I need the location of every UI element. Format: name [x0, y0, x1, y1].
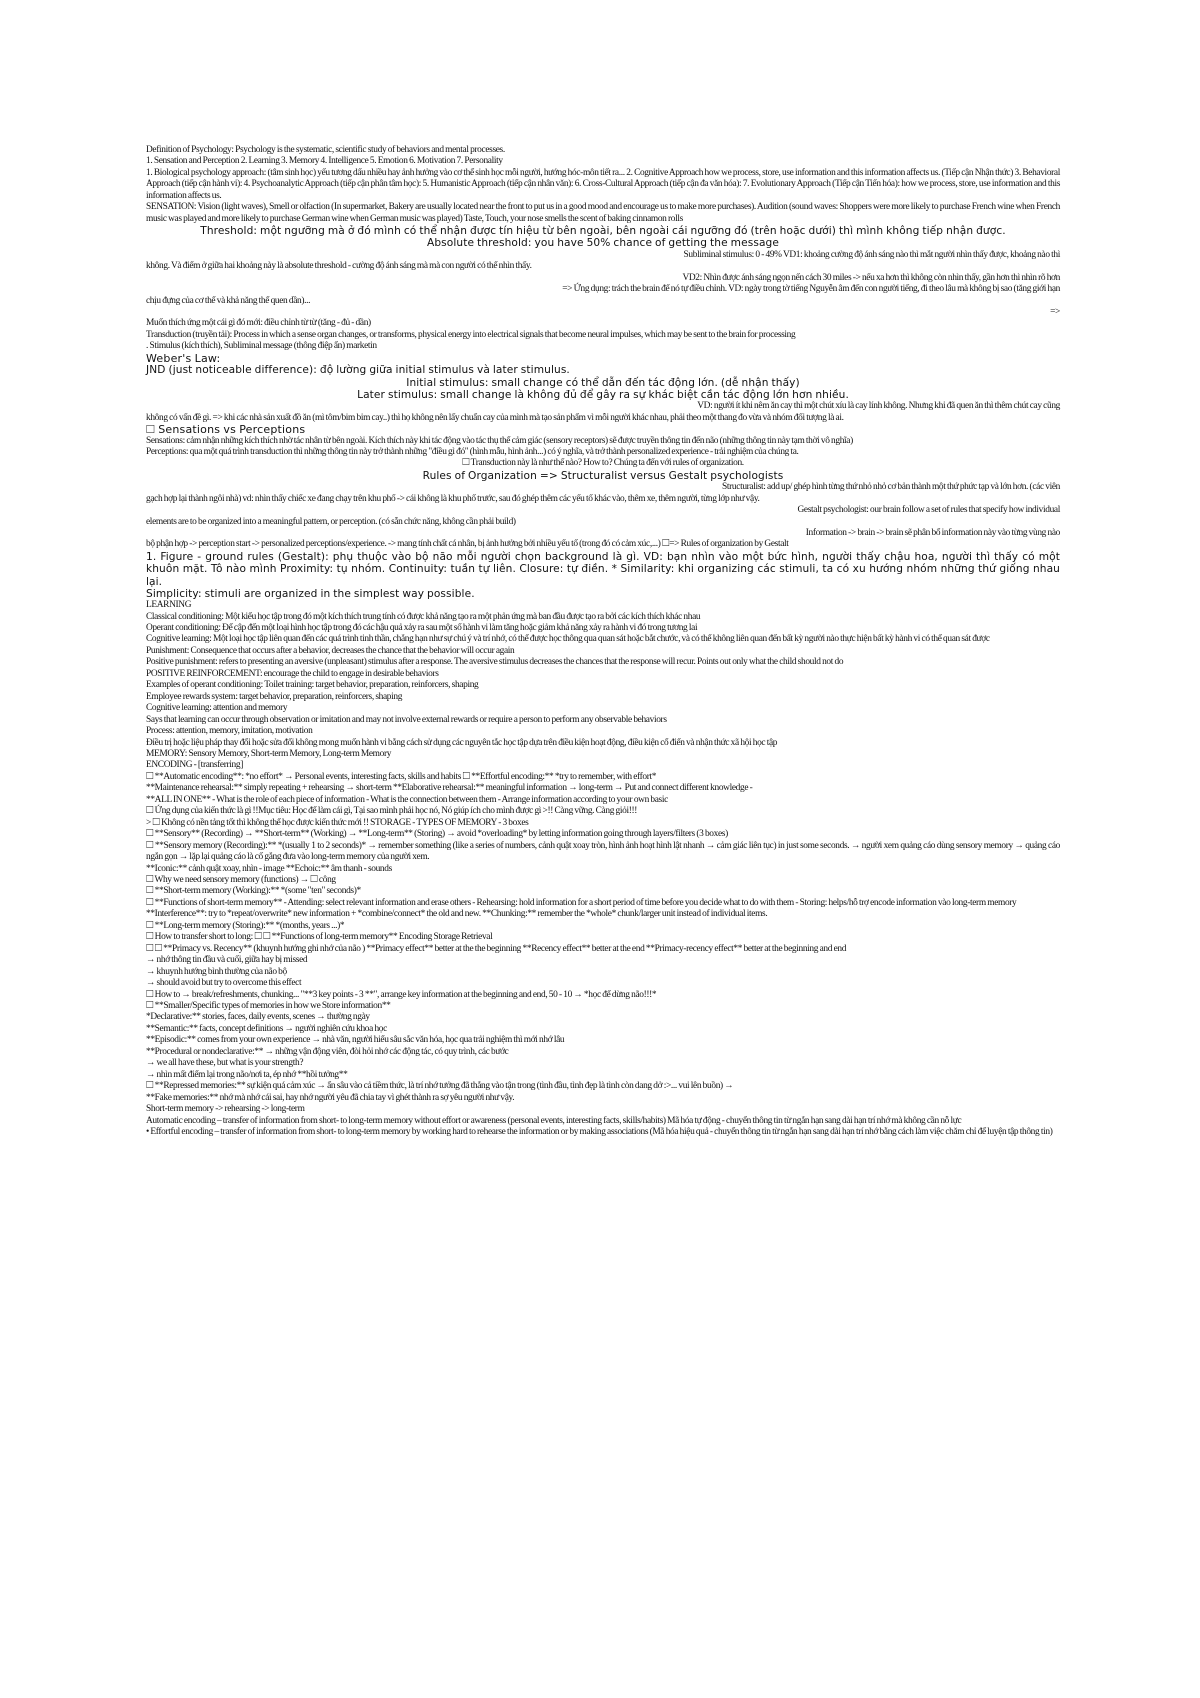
- positive-punishment: Positive punishment: refers to presenting an aversive (unpleasant) stimulus after a response. The aversive stimulus decreases the chances that the response will recur. Points out only what the child should not do: [146, 657, 844, 668]
- threshold-note: không. Và điểm ở giữa hai khoảng này là absolute threshold - cường độ ánh sáng mà mà con người có thể nhìn thấy.: [146, 261, 532, 272]
- positive-reinforcement: POSITIVE REINFORCEMENT: encourage the child to engage in desirable behaviors: [146, 668, 439, 679]
- structuralist-line: Structuralist: add up/ ghép hình từng thứ nhỏ nhỏ cơ bản thành một thứ phức tạp và lớn hơn. (các viên: [722, 482, 1060, 493]
- process-line: Process: attention, memory, imitation, motivation: [146, 726, 313, 737]
- gestalt-line: Gestalt psychologist: our brain follow a set of rules that specify how individual: [797, 505, 1060, 516]
- cognitive-learning-attention: Cognitive learning: attention and memory: [146, 703, 288, 714]
- subliminal-line: Subliminal stimulus: 0 - 49% VD1: khoảng cường độ ánh sáng nào thì mắt người nhìn thấy được, khoảng nào thì: [683, 249, 1060, 260]
- short-to-long-line: Short-term memory -> rehearsing -> long-term: [146, 1104, 305, 1115]
- sensation-paragraph: SENSATION: Vision (light waves), Smell or olfaction (In supermarket, Bakery are usually located near the front to put us in a good mood and encourage us to make more purchases). Audition (sound waves: Shoppers were more likely to purchase French wine when French music was played and more likely to purchase German wine when German music was played) Taste, Touch, your nose smells the scent of baking cinnamon rolls: [146, 202, 1060, 224]
- application-line-cont: chịu đựng của cơ thể và khả năng thể quen dần)...: [146, 295, 311, 306]
- memory-heading: MEMORY: Sensory Memory, Short-term Memory, Long-term Memory: [146, 749, 392, 759]
- effortful-encoding-def: • Effortful encoding – transfer of information from short- to long-term memory by working hard to rehearse the information or by making associations (Mã hóa hiệu quả - chuyển thông tin từ ngắn hạn sang dài hạn trí nhớ bằng cách làm việc chăm chỉ để luyện tập thông tin): [146, 1126, 1053, 1137]
- classical-conditioning: Classical conditioning: Một kiểu học tập trong đó một kích thích trung tính có được khả năng tạo ra một phản ứng mà ban đầu được tạo ra bởi các kích thích khác nhau: [146, 611, 701, 622]
- transduction-question: 🞎 Transduction này là như thế nào? How to? Chúng ta đến với rules of organization.: [462, 458, 744, 469]
- semantic-line: **Semantic:** facts, concept definitions → người nghiên cứu khoa học: [146, 1023, 387, 1034]
- vd2-line: VD2: Nhìn được ánh sáng ngọn nến cách 30 miles -> nếu xa hơn thì không còn nhìn thấy, gần hơn thì nhìn rõ hơn: [682, 272, 1060, 283]
- encoding-heading: ENCODING - [transferring]: [146, 760, 243, 771]
- procedural-line: **Procedural or nondeclarative:** → những vận động viên, đòi hỏi nhớ các động tác, có quy trình, các bước: [146, 1046, 509, 1057]
- application-line: => Ứng dụng: trách the brain để nó tự điều chỉnh. VD: ngày trong tờ tiếng Nguyễn âm đến con người tiếng, đi theo lâu mà không bị sao (tăng giới hạn: [562, 284, 1060, 295]
- approaches-paragraph: 1. Biological psychology approach: (tâm sinh học) yếu tương dấu nhiều hay ảnh hưởng vào cơ thể sinh học mỗi người, hướng hóc-môn tiết ra... 2. Cognitive Approach how we process, store, use information and this information affects us. (Tiếp cận Nhận thức) 3. Behavioral Approach (tiếp cận hành vi): 4. Psychoanalytic Approach (tiếp cận phân tâm học): 5. Humanistic Approach (tiếp cận nhân văn): 6. Cross-Cultural Approach (tiếp cận đa văn hóa): 7. Evolutionary Approach (Tiếp cận Tiến hóa): how we process, store, use information and this information affects us.: [146, 167, 1060, 201]
- threshold-line: Threshold: một ngưỡng mà ở đó mình có thể nhận được tín hiệu từ bên ngoài, bên ngoài cái ngưỡng đó (trên hoặc dưới) thì mình không tiếp nhận được.: [200, 225, 1006, 238]
- fake-memories-line: **Fake memories:** nhớ mà nhớ cái sai, hay nhớ người yêu đã chia tay vì ghét thành ra sợ yêu người như vậy.: [146, 1092, 515, 1103]
- structuralist-example: gạch hợp lại thành ngôi nhà) vd: nhìn thấy chiếc xe đang chạy trên khu phố -> cái không là khu phố trước, sau đó ghép thêm các yếu tố khác vào, thêm xe, thêm người, từng lớp như vậy.: [146, 493, 760, 504]
- topics-list: 1. Sensation and Perception 2. Learning 3. Memory 4. Intelligence 5. Emotion 6. Motivation 7. Personality: [146, 156, 503, 167]
- primacy-recency-line: 🞎 🞎 **Primacy vs. Recency** (khuynh hướng ghi nhớ của não ) **Primacy effect** better at the the beginning **Recency effect** better at the end **Primacy-recency effect** better at the beginning and end: [146, 943, 847, 954]
- learning-heading: LEARNING: [146, 600, 192, 611]
- encoding-types: 🞎 **Automatic encoding**: *no effort* → Personal events, interesting facts, skills and habits 🞎 **Effortful encoding:** *try to remember, with effort*: [146, 771, 657, 782]
- employee-rewards: Employee rewards system: target behavior, preparation, reinforcers, shaping: [146, 691, 403, 702]
- declarative-line: *Declarative:** stories, faces, daily events, scenes → thường ngày: [146, 1012, 370, 1023]
- iconic-echoic-line: **Iconic:** cảnh quật xoay, nhìn - image **Echoic:** âm thanh - sounds: [146, 863, 392, 874]
- storage-heading-line: > 🞎 Không có nền tảng tốt thì không thể học được kiến thức mới !! STORAGE - TYPES OF MEMORY - 3 boxes: [146, 817, 529, 828]
- arrow-line: =>: [1050, 307, 1060, 318]
- definition-line: Definition of Psychology: Psychology is the systematic, scientific study of behaviors and mental processes.: [146, 145, 505, 155]
- behavior-therapy-line: Điều trị hoặc liệu pháp thay đổi hoặc sửa đổi không mong muốn hành vi bằng cách sử dụng các nguyên tắc học tập dựa trên điều kiện hoạt động, điều kiện cổ điển và nhận thức xã hội học tập: [146, 737, 778, 748]
- primacy-note-1: → nhớ thông tin đầu và cuối, giữa hay bị missed: [146, 955, 308, 966]
- perception-process-line: bộ phận hợp -> perception start -> personalized perceptions/experience. -> mang tính chất cá nhân, bị ảnh hưởng bởi nhiều yếu tố (trong đó có cảm xúc,...) 🞎=> Rules of organization by Gestalt: [146, 539, 789, 550]
- operant-conditioning: Operant conditioning: Để cập đến một loại hình học tập trong đó các hậu quả xảy ra sau một số hành vi làm tăng hoặc giảm khả năng xảy ra hành vi đó trong tương lai: [146, 623, 698, 634]
- jnd-line: JND (just noticeable difference): độ lường giữa initial stimulus và later stimulus.: [146, 364, 570, 377]
- spicy-conclusion: không có vấn đề gì. => khi các nhà sản xuất đồ ăn (mì tôm/bim bim cay..) thì họ không nên lấy chuẩn cay của mình mà tạo sản phẩm vì mỗi người khác nhau, phải theo một thang đo vừa và nhóm đối tượng là ai.: [146, 412, 844, 423]
- gestalt-line-cont: elements are to be organized into a meaningful pattern, or perception. (có sẵn chức năng, không cần phải build): [146, 516, 516, 527]
- memory-types-heading: 🞎 **Smaller/Specific types of memories in how we Store information**: [146, 1000, 391, 1011]
- later-stimulus-line: Later stimulus: small change là không đủ để gây ra sự khác biệt cần tác động lớn hơn nhiều.: [357, 388, 849, 401]
- punishment-line: Punishment: Consequence that occurs after a behavior, decreases the chance that the behavior will occur again: [146, 645, 515, 656]
- vd-spicy-line: VD: người ít khi nêm ăn cay thì một chút xíu là cay lính không. Nhưng khi đã quen ăn thì thêm chút cay cũng: [697, 401, 1060, 412]
- sensations-vs-perceptions-heading: 🞎 Sensations vs Perceptions: [146, 423, 306, 437]
- transfer-line: 🞎 How to transfer short to long: 🞎 🞎 **Functions of long-term memory** Encoding Storage Retrieval: [146, 932, 493, 943]
- figure-ground-paragraph: 1. Figure - ground rules (Gestalt): phụ thuộc vào bộ não mỗi người chọn background là gì. VD: bạn nhìn vào một bức hình, người thấy chậu hoa, người thì thấy có một khuôn mặt. Tô nào mình Proximity: tụ nhóm. Continuity: tuần tự liên. Closure: tự điền. * Similarity: khi organizing các stimuli, ta có xu hướng nhóm những thứ giống nhau lại.: [146, 550, 1060, 588]
- stimulus-line: . Stimulus (kích thích), Subliminal message (thông điệp ẩn) marketin: [146, 341, 377, 352]
- repressed-memories-line: 🞎 **Repressed memories:** sự kiện quá cảm xúc → ẩn sâu vào cả tiềm thức, là trí nhớ tưởng đã thẳng vào tận trong (tình đầu, tình đẹp là tình còn dang dở :>... vui lên buồn) →: [146, 1081, 734, 1092]
- primacy-note-3: → should avoid but try to overcome this effect: [146, 978, 302, 989]
- adaptation-line: Muốn thích ứng một cái gì đó mới: điều chỉnh từ từ (tăng - đủ - dần): [146, 318, 371, 329]
- sensory-memory-paragraph: 🞎 **Sensory memory (Recording):** *(usually 1 to 2 seconds)* → remember something (like a series of numbers, cảnh quật xoay tròn, hình ảnh hoạt hình lật nhanh → cảm giác liên tục) in just some seconds. → người xem quảng cáo dùng sensory memory → quảng cáo ngắn gọn → lặp lại quảng cáo là cố gắng đưa vào long-term memory của người xem.: [146, 840, 1060, 863]
- recall-line: → nhìn mất điểm lại trong não/nơi ta, ép nhớ **hồi tưởng**: [146, 1069, 348, 1080]
- automatic-encoding-def: Automatic encoding – transfer of information from short- to long-term memory without effort or awareness (personal events, interesting facts, skills/habits) Mã hóa tự động - chuyển thông tin từ ngắn hạn sang dài hạn trí nhớ mà không cần nỗ lực: [146, 1115, 962, 1126]
- webers-law-heading: Weber's Law:: [146, 351, 221, 365]
- long-term-heading: 🞎 **Long-term memory (Storing):** *(months, years ...)*: [146, 920, 345, 931]
- cognitive-learning-def: Cognitive learning: Một loại học tập liên quan đến các quá trình tinh thần, chẳng hạn như sự chú ý và trí nhớ, có thể được học thông qua quan sát hoặc bắt chước, và có thể không liên quan đến bất kỳ người nào thực hiện bất kỳ hành vi có thể quan sát được: [146, 634, 990, 645]
- sensory-functions-line: 🞎 Why we need sensory memory (functions) → 🞎 công: [146, 874, 336, 885]
- sensations-paragraph: Sensations: cảm nhận những kích thích nhờ tác nhân từ bên ngoài. Kích thích này khi tác động vào tác thụ thể cảm giác (sensory receptors) sẽ được truyền thông tin đến não (những thông tin này tạm thời vô nghĩa): [146, 435, 853, 446]
- transduction-paragraph: Transduction (truyền tải): Process in which a sense organ changes, or transforms, physical energy into electrical signals that become neural impulses, which may be sent to the brain for processing: [146, 329, 796, 340]
- primacy-note-2: → khuynh hướng bình thường của não bộ: [146, 966, 287, 977]
- short-term-functions: 🞎 **Functions of short-term memory** - Attending: select relevant information and erase others - Rehearsing: hold information for a short period of time before you decide what to do with them - Storing: helps/hỗ trợ encode information vào long-term memory: [146, 897, 1017, 908]
- initial-stimulus-line: Initial stimulus: small change có thể dẫn đến tác động lớn. (dễ nhận thấy): [406, 376, 800, 389]
- application-goal-line: 🞎 Ứng dụng của kiến thức là gì !!Mục tiêu: Học để làm cái gì, Tại sao mình phải học nó, Nó giúp ích cho mình được gì >!! Càng vững. Càng giỏi!!!: [146, 806, 638, 817]
- rehearsal-line: **Maintenance rehearsal:** simply repeating + rehearsing → short-term **Elaborative rehearsal:** meaningful information → long-term → Put and connect different knowledge -: [146, 783, 753, 794]
- absolute-threshold-line: Absolute threshold: you have 50% chance of getting the message: [427, 237, 779, 250]
- perceptions-paragraph: Perceptions: qua một quá trình transduction thì những thông tin này trở thành những "điều gì đó" (hình mẫu, hình ảnh...) có ý nghĩa, và trở thành personalized experience - trải nghiệm của chúng ta.: [146, 447, 799, 457]
- observation-line: Says that learning can occur through observation or imitation and may not involve external rewards or require a person to perform any observable behaviors: [146, 714, 667, 725]
- short-term-heading: 🞎 **Short-term memory (Working):** *(some "ten" seconds)*: [146, 886, 361, 897]
- episodic-line: **Episodic:** comes from your own experience → nhà văn, người hiểu sâu sắc văn hóa, học qua trải nghiệm thì mới nhớ lâu: [146, 1035, 565, 1046]
- strength-line: → we all have these, but what is your strength?: [146, 1058, 304, 1069]
- operant-examples: Examples of operant conditioning: Toilet training: target behavior, preparation, reinforcers, shaping: [146, 680, 479, 691]
- interference-chunking-line: **Interference**: try to *repeat/overwrite* new information + *combine/connect* the old and new. **Chunking:** remember the *whole* chunk/larger unit instead of individual items.: [146, 909, 768, 920]
- how-to-line: 🞎 How to → break/refreshments, chunking... "**3 key points - 3 **", arrange key information at the beginning and end, 50 - 10 → *học để dừng não!!!*: [146, 989, 657, 1000]
- memory-boxes-line: 🞎 **Sensory** (Recording) → **Short-term** (Working) → **Long-term** (Storing) → avoid *overloading* by letting information going through layers/filters (3 boxes): [146, 829, 728, 840]
- rules-of-organization-heading: Rules of Organization => Structuralist versus Gestalt psychologists: [422, 469, 784, 482]
- document-body: [146, 145, 1060, 1138]
- simplicity-line: Simplicity: stimuli are organized in the simplest way possible.: [146, 587, 475, 600]
- information-line: Information -> brain -> brain sẽ phân bổ information này vào từng vùng nào: [805, 528, 1060, 539]
- all-in-one-line: **ALL IN ONE** - What is the role of each piece of information - What is the connection between them - Arrange information according to your own basic: [146, 794, 668, 805]
